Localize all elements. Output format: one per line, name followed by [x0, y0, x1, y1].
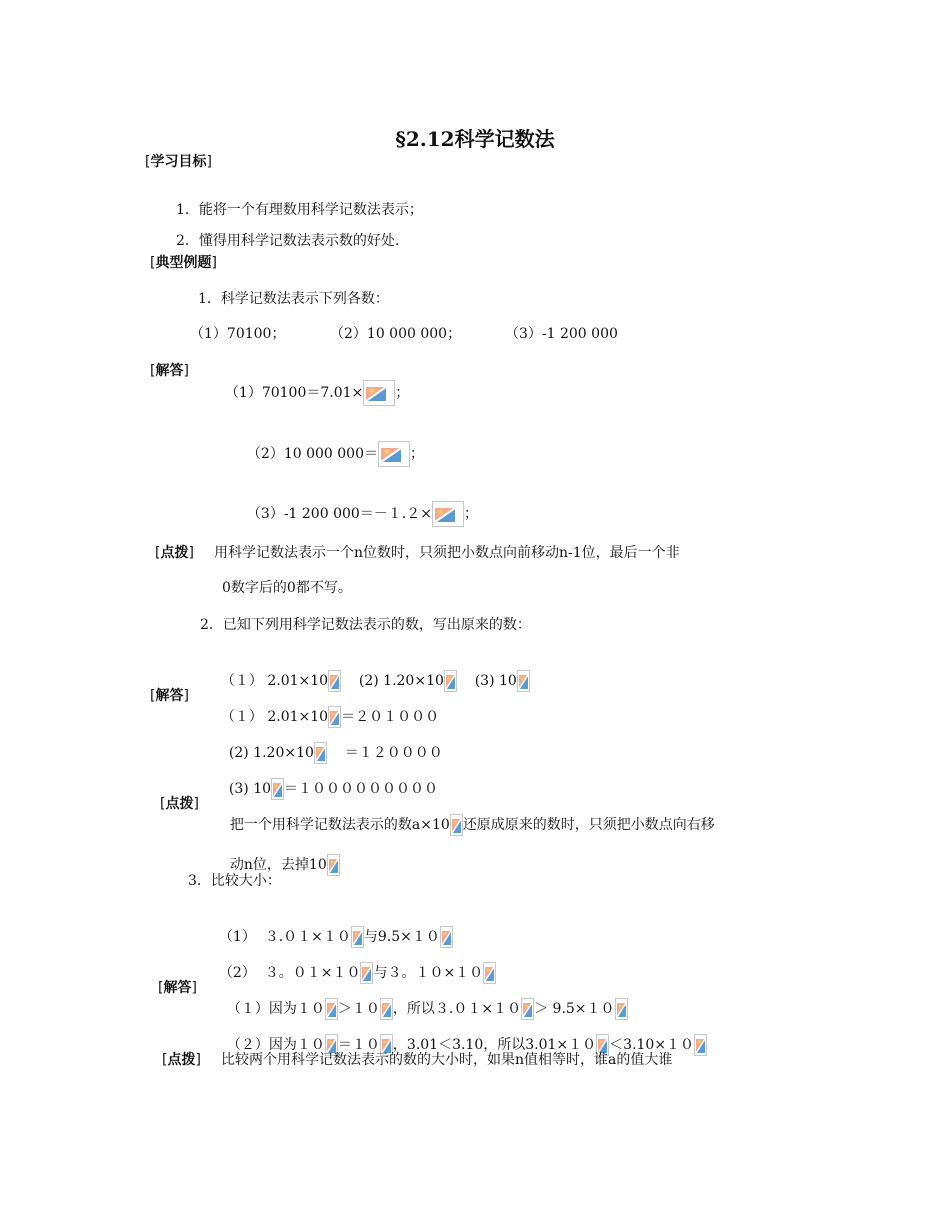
ex2-questions: （１） 2.01×10 (2) 1.20×10 (3) 10 — [212, 650, 530, 692]
hint-label: [点拨] — [155, 545, 194, 561]
ex2-answer-2: (2) 1.20×10 ＝１２００００ — [220, 722, 443, 764]
formula-image-icon — [363, 380, 395, 406]
section-examples: [典型例题] — [150, 255, 217, 271]
ex3-question-1: （1） ３.０１×１０ 与9.5×１０ — [210, 906, 453, 948]
ex2-hint-line-1: 把一个用科学记数法表示的数a×10 还原成原来的数时，只须把小数点向右移 — [221, 794, 715, 836]
ex3-hint-line-1: 比较两个用科学记数法表示的数的大小时，如果n值相等时，谁a的值大谁 — [221, 1052, 673, 1068]
ex2-hint-line-2: 动n位，去掉10 — [221, 834, 340, 876]
answer-label: [解答] — [150, 688, 189, 704]
ex1-question-1: （1）70100； — [190, 326, 286, 342]
ex1-answer-1: （1）70100＝7.01× ； — [216, 360, 409, 406]
hint-label: [点拨] — [160, 796, 199, 812]
ex3-answer-2: （２）因为１０ ＝１０ ，3.01＜3.10，所以3.01×１０ ＜3.10×１０ — [218, 1014, 707, 1056]
formula-image-icon — [432, 501, 464, 527]
ex3-question-2: （2） ３。０１×１０ 与３。１０×１０ — [210, 942, 496, 984]
ex1-question-2: （2）10 000 000； — [330, 326, 462, 342]
formula-image-icon — [450, 814, 463, 836]
page-title: §2.12科学记数法 — [395, 127, 555, 151]
answer-label: [解答] — [150, 363, 189, 379]
objective-1: 1．能将一个有理数用科学记数法表示； — [176, 202, 423, 218]
ex1-prompt: 1．科学记数法表示下列各数： — [198, 291, 389, 307]
ex1-hint-line-2: 0数字后的0都不写。 — [222, 580, 352, 596]
ex1-question-3: （3）-1 200 000 — [505, 326, 618, 342]
formula-image-icon — [327, 854, 340, 876]
formula-image-icon — [378, 441, 410, 467]
ex3-answer-1: （１）因为１０ ＞１０ ，所以３.０１×１０ ＞ 9.5×１０ — [218, 978, 628, 1020]
ex1-hint-line-1: 用科学记数法表示一个n位数时，只须把小数点向前移动n-1位，最后一个非 — [214, 545, 680, 561]
ex1-answer-3: （3）-1 200 000＝－１.２× ； — [238, 481, 478, 527]
ex2-answer-1: （１） 2.01×10 ＝２０１０００ — [212, 686, 439, 728]
formula-image-icon — [694, 1034, 707, 1056]
formula-image-icon — [517, 670, 530, 692]
ex2-answer-3: (3) 10 ＝１０００００００００ — [220, 758, 438, 800]
objective-2: 2．懂得用科学记数法表示数的好处. — [176, 233, 400, 249]
ex3-prompt: 3．比较大小： — [188, 873, 281, 889]
section-objectives: [学习目标] — [145, 154, 212, 170]
ex1-answer-2: （2）10 000 000＝ ； — [238, 421, 424, 467]
hint-label: [点拨] — [162, 1052, 201, 1068]
ex2-prompt: 2．已知下列用科学记数法表示的数，写出原来的数： — [200, 617, 531, 633]
formula-image-icon — [444, 670, 457, 692]
answer-label: [解答] — [158, 980, 197, 996]
